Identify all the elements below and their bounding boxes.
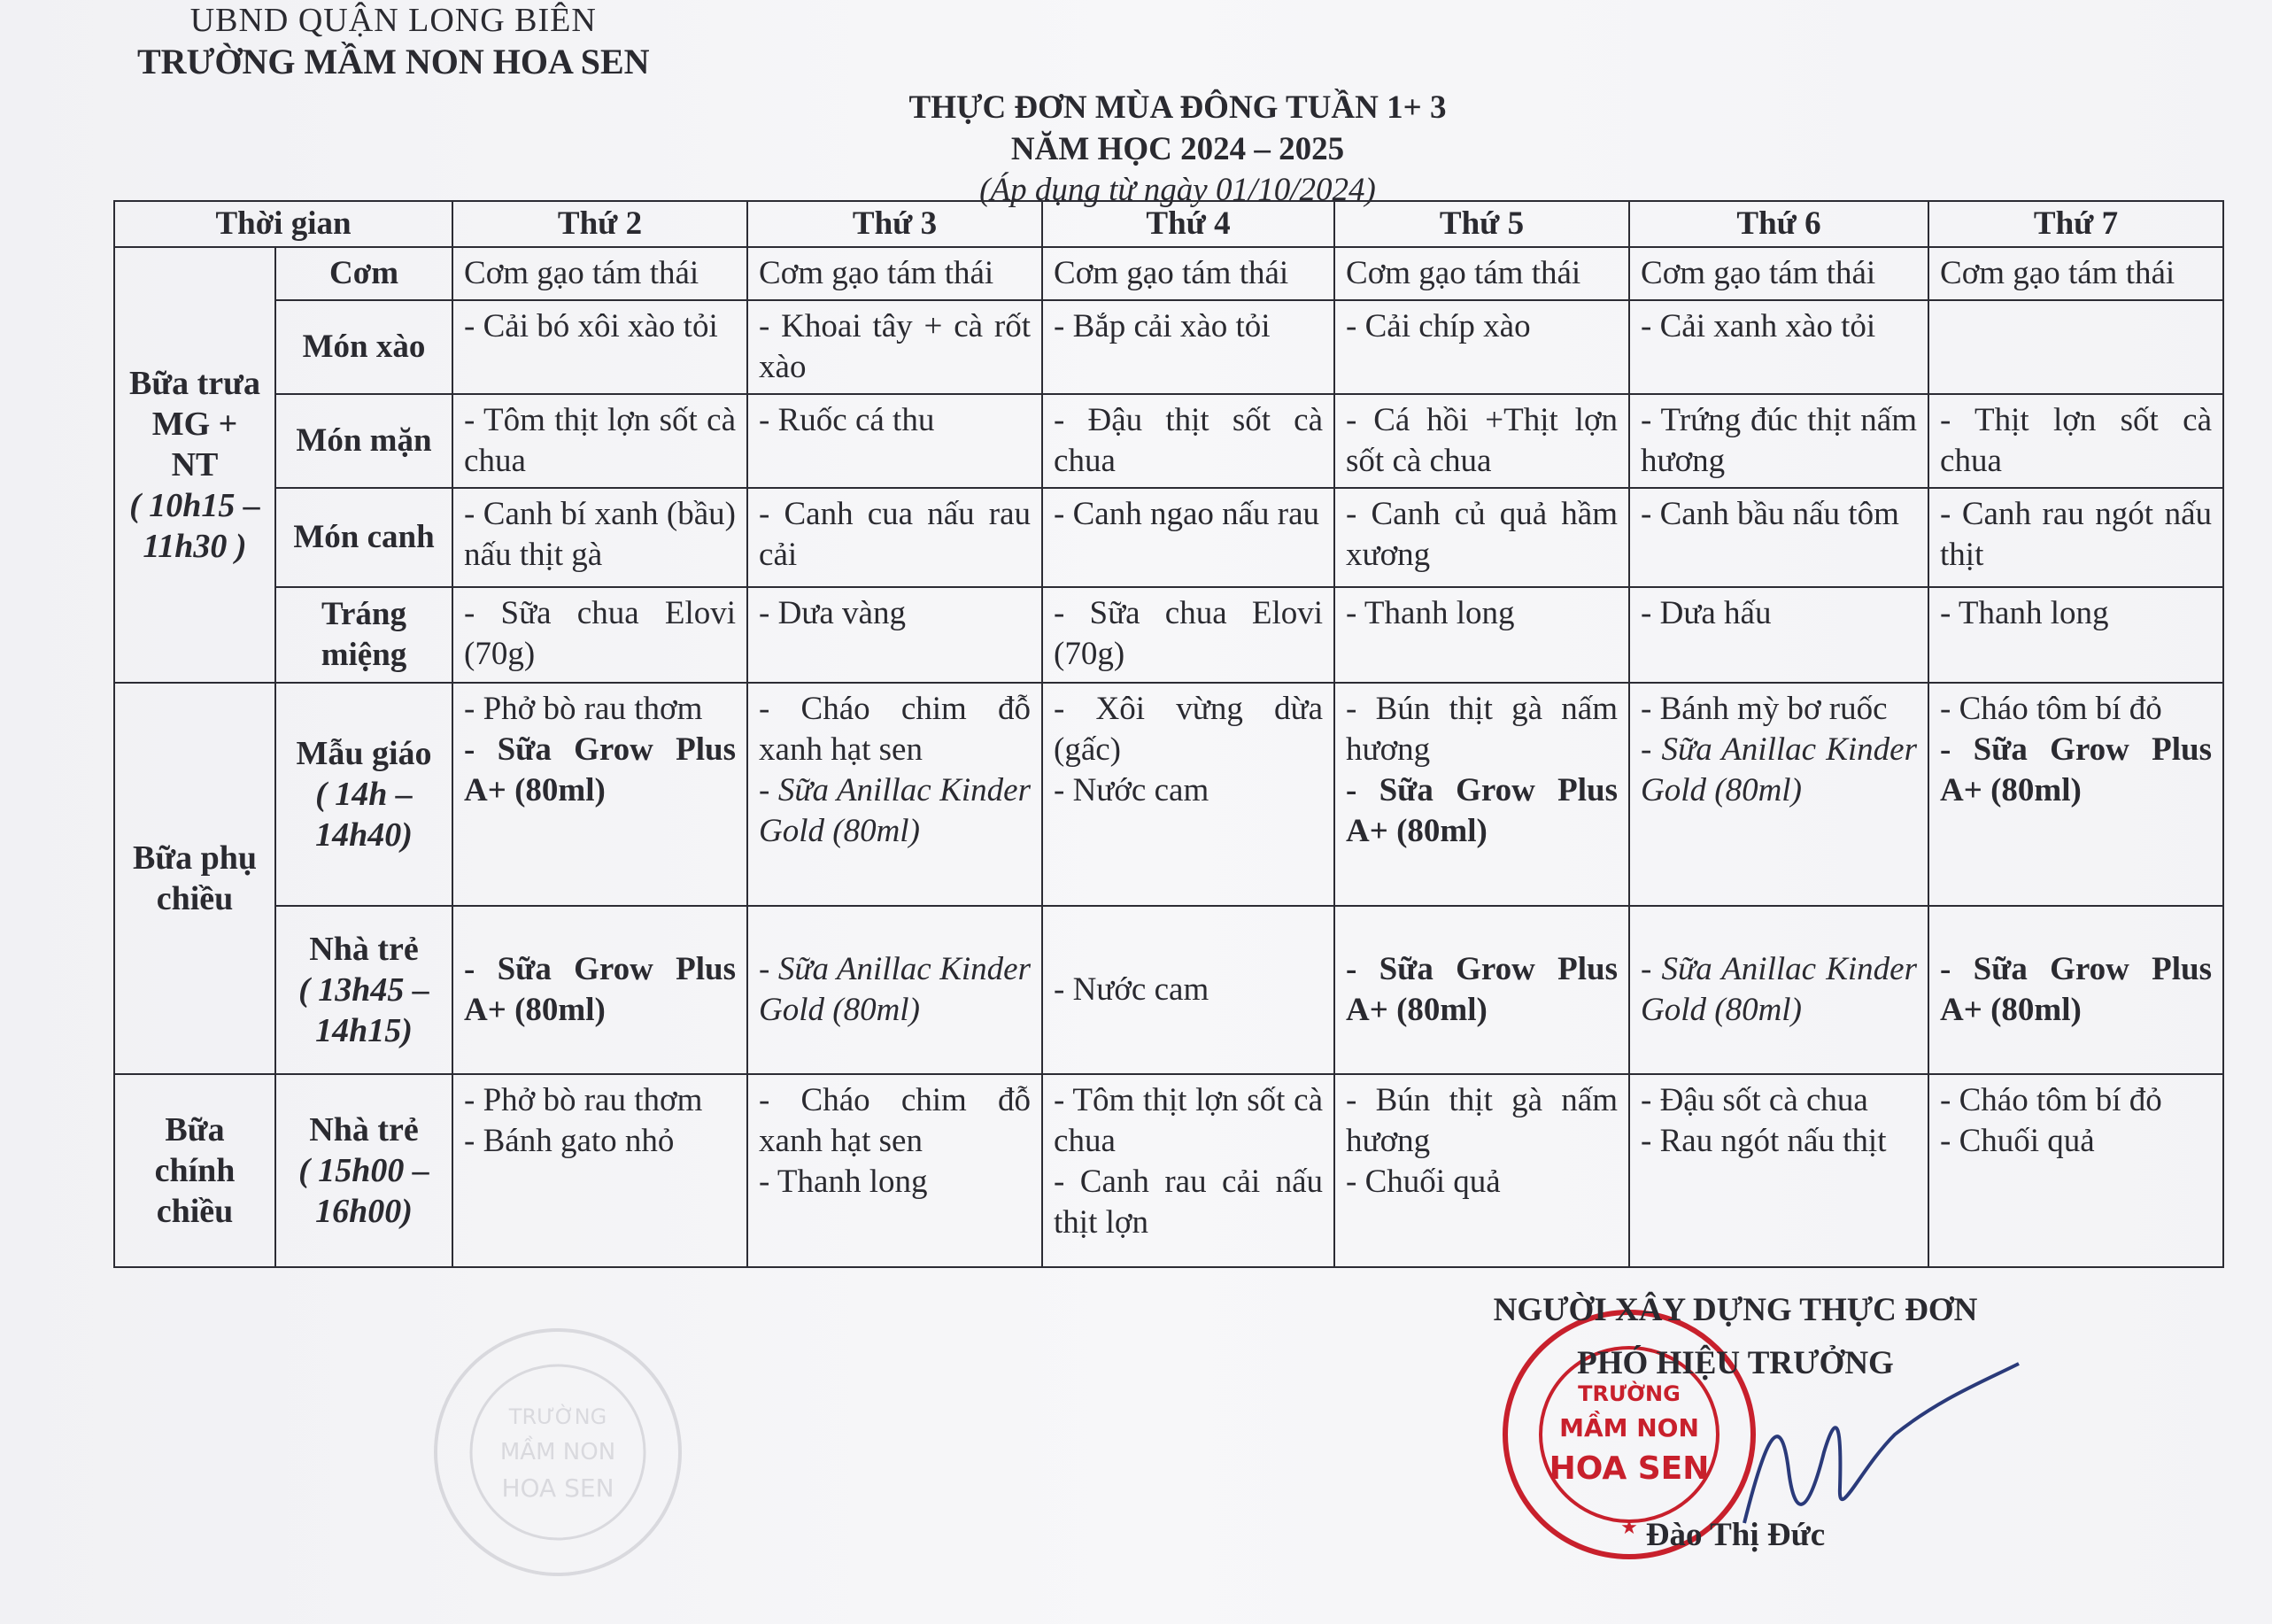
menu-cell (1928, 1074, 2223, 1267)
menu-cell (452, 1074, 747, 1267)
lunch-label: Bữa trưa MG + NT (129, 365, 260, 483)
nursery-time: ( 13h45 – 14h15) (298, 971, 429, 1049)
menu-cell (1042, 683, 1334, 906)
table-row (114, 1074, 2223, 1267)
food-item: - Bún thịt gà nấm hương (1346, 691, 1619, 768)
food-item: - Canh rau cải nấu thịt lợn (1054, 1164, 1324, 1241)
day-header: Thứ 2 (452, 201, 747, 247)
menu-cell (1928, 683, 2223, 906)
menu-cell: - Tôm thịt lợn sốt cà chua (452, 394, 747, 488)
faint-stamp-line: MẦM NON (499, 1439, 616, 1465)
document-header (137, 0, 650, 83)
menu-cell (1928, 300, 2223, 394)
title-line-2: NĂM HỌC 2024 – 2025 (1010, 131, 1345, 167)
day-header: Thứ 3 (747, 201, 1042, 247)
milk-item: - Sữa Grow Plus A+ (80ml) (1940, 731, 2213, 808)
menu-table (113, 200, 2224, 1268)
food-item: - Cháo tôm bí đỏ (1940, 1082, 2162, 1118)
row-label: Món canh (275, 488, 452, 587)
menu-cell (747, 1074, 1042, 1267)
food-item: - Thanh long (759, 1164, 928, 1200)
food-item: - Bún thịt gà nấm hương (1346, 1082, 1619, 1159)
svg-text:★: ★ (1620, 1517, 1638, 1539)
menu-cell: - Sữa chua Elovi (70g) (452, 587, 747, 683)
menu-cell (1629, 683, 1928, 906)
table-row (114, 247, 2223, 300)
document-title (779, 87, 1576, 211)
row-label: Món mặn (275, 394, 452, 488)
table-header-row (114, 201, 2223, 247)
menu-cell: - Cải xanh xào tỏi (1629, 300, 1928, 394)
school-name: TRƯỜNG MẦM NON HOA SEN (137, 42, 650, 81)
milk-item: - Sữa Grow Plus A+ (80ml) (1346, 772, 1619, 849)
nursery-label: Nhà trẻ (309, 931, 419, 968)
row-label: Cơm (275, 247, 452, 300)
drink-item: - Nước cam (1054, 772, 1209, 808)
menu-cell: - Ruốc cá thu (747, 394, 1042, 488)
menu-cell: - Thịt lợn sốt cà chua (1928, 394, 2223, 488)
menu-cell (1042, 1074, 1334, 1267)
district-name: UBND QUẬN LONG BIÊN (189, 2, 597, 39)
menu-cell: Cơm gạo tám thái (747, 247, 1042, 300)
menu-cell: Cơm gạo tám thái (1334, 247, 1629, 300)
food-item: - Cháo tôm bí đỏ (1940, 691, 2162, 727)
milk-item: - Sữa Grow Plus A+ (80ml) (1334, 906, 1629, 1074)
day-header: Thứ 7 (1928, 201, 2223, 247)
menu-cell: - Canh củ quả hầm xương (1334, 488, 1629, 587)
signer-role-2: PHÓ HIỆU TRƯỞNG (1577, 1345, 1894, 1381)
food-item: - Chuối quả (1346, 1164, 1501, 1200)
menu-cell (1334, 683, 1629, 906)
menu-cell: Cơm gạo tám thái (1928, 247, 2223, 300)
menu-cell: - Khoai tây + cà rốt xào (747, 300, 1042, 394)
menu-cell: - Cá hồi +Thịt lợn sốt cà chua (1334, 394, 1629, 488)
signer-name: Đào Thị Đức (1645, 1517, 1826, 1553)
faint-stamp-line: TRƯỜNG (508, 1404, 607, 1429)
nursery-main-label-cell (275, 1074, 452, 1267)
menu-cell: Cơm gạo tám thái (1629, 247, 1928, 300)
preschool-label-cell (275, 683, 452, 906)
menu-cell: Cơm gạo tám thái (1042, 247, 1334, 300)
food-item: - Xôi vừng dừa (gấc) (1054, 691, 1324, 768)
food-item: - Tôm thịt lợn sốt cà chua (1054, 1082, 1324, 1159)
menu-cell (1629, 1074, 1928, 1267)
menu-cell: - Dưa vàng (747, 587, 1042, 683)
stamp-line: TRƯỜNG (1578, 1381, 1681, 1406)
menu-cell: - Dưa hấu (1629, 587, 1928, 683)
food-item: - Rau ngót nấu thịt (1641, 1123, 1887, 1159)
menu-cell: - Bắp cải xào tỏi (1042, 300, 1334, 394)
drink-item: - Nước cam (1042, 906, 1334, 1074)
food-item: - Chuối quả (1940, 1123, 2095, 1159)
nursery-time: ( 15h00 – 16h00) (298, 1152, 429, 1230)
food-item: - Cháo chim đỗ xanh hạt sen (759, 1082, 1032, 1159)
day-header: Thứ 6 (1629, 201, 1928, 247)
snack-label: Bữa phụ chiều (114, 683, 275, 1074)
menu-cell: - Cải bó xôi xào tỏi (452, 300, 747, 394)
food-item: - Bánh mỳ bơ ruốc (1641, 691, 1888, 727)
stamp-line: HOA SEN (1549, 1450, 1710, 1487)
lunch-time: ( 10h15 – 11h30 ) (129, 487, 260, 565)
title-line-1: THỰC ĐƠN MÙA ĐÔNG TUẦN 1+ 3 (908, 89, 1447, 126)
table-row (114, 683, 2223, 906)
preschool-label: Mẫu giáo (296, 735, 432, 772)
menu-cell: - Canh rau ngót nấu thịt (1928, 488, 2223, 587)
faint-stamp-line: HOA SEN (501, 1473, 614, 1503)
menu-cell: - Thanh long (1334, 587, 1629, 683)
menu-cell (452, 683, 747, 906)
milk-item: - Sữa Anillac Kinder Gold (80ml) (1629, 906, 1928, 1074)
row-label: Món xào (275, 300, 452, 394)
food-item: - Phở bò rau thơm (464, 1082, 703, 1118)
milk-item: - Sữa Anillac Kinder Gold (80ml) (1641, 731, 1918, 808)
food-item: - Bánh gato nhỏ (464, 1123, 675, 1159)
day-header: Thứ 5 (1334, 201, 1629, 247)
menu-cell (747, 683, 1042, 906)
food-item: - Cháo chim đỗ xanh hạt sen (759, 691, 1032, 768)
table-row (114, 394, 2223, 488)
day-header: Thứ 4 (1042, 201, 1334, 247)
milk-item: - Sữa Anillac Kinder Gold (80ml) (759, 772, 1032, 849)
menu-cell: Cơm gạo tám thái (452, 247, 747, 300)
menu-cell: - Cải chíp xào (1334, 300, 1629, 394)
signer-role-1: NGƯỜI XÂY DỰNG THỰC ĐƠN (1493, 1292, 1978, 1328)
stamp-line: MẦM NON (1559, 1413, 1699, 1442)
menu-cell: - Đậu thịt sốt cà chua (1042, 394, 1334, 488)
food-item: - Đậu sốt cà chua (1641, 1082, 1868, 1118)
table-row (114, 587, 2223, 683)
menu-cell: - Canh bầu nấu tôm (1629, 488, 1928, 587)
preschool-time: ( 14h – 14h40) (315, 776, 413, 854)
time-header: Thời gian (114, 201, 452, 247)
table-row (114, 300, 2223, 394)
table-row (114, 488, 2223, 587)
afternoon-main-label: Bữa chính chiều (114, 1074, 275, 1267)
milk-item: - Sữa Grow Plus A+ (80ml) (464, 731, 737, 808)
nursery-label-cell (275, 906, 452, 1074)
menu-cell (1334, 1074, 1629, 1267)
milk-item: - Sữa Grow Plus A+ (80ml) (1928, 906, 2223, 1074)
table-row (114, 906, 2223, 1074)
food-item: - Phở bò rau thơm (464, 691, 703, 727)
menu-cell: - Trứng đúc thịt nấm hương (1629, 394, 1928, 488)
menu-cell: - Canh ngao nấu rau (1042, 488, 1334, 587)
nursery-label: Nhà trẻ (309, 1111, 419, 1148)
menu-cell: - Canh cua nấu rau cải (747, 488, 1042, 587)
menu-cell: - Sữa chua Elovi (70g) (1042, 587, 1334, 683)
faint-stamp-icon (425, 1319, 691, 1585)
milk-item: - Sữa Anillac Kinder Gold (80ml) (747, 906, 1042, 1074)
milk-item: - Sữa Grow Plus A+ (80ml) (452, 906, 747, 1074)
title-line-3: (Áp dụng từ ngày 01/10/2024) (979, 172, 1376, 208)
lunch-label-cell (114, 247, 275, 683)
row-label: Tráng miệng (275, 587, 452, 683)
menu-cell: - Thanh long (1928, 587, 2223, 683)
menu-cell: - Canh bí xanh (bầu) nấu thịt gà (452, 488, 747, 587)
